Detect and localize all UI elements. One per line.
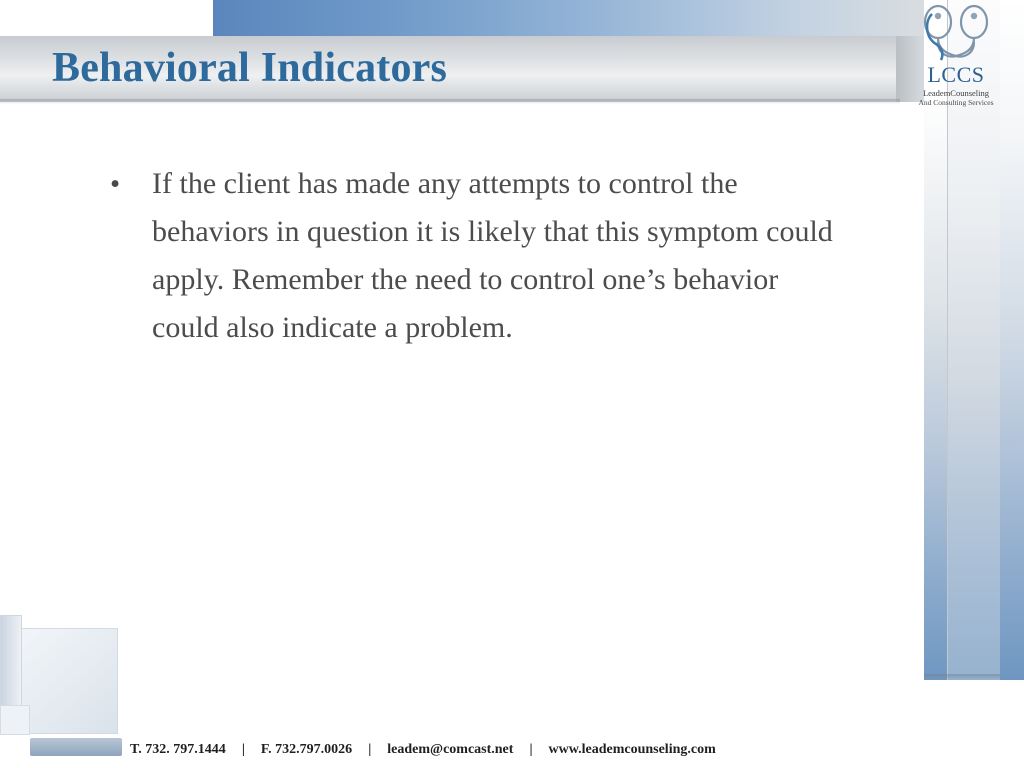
logo-line-1: LeademCounseling bbox=[922, 88, 990, 98]
footer-separator-3: | bbox=[529, 742, 533, 757]
right-bar-foot-shadow bbox=[924, 674, 1000, 680]
footer-separator-2: | bbox=[368, 742, 372, 757]
footer-phone: T. 732. 797.1444 bbox=[130, 742, 226, 757]
bullet-icon: • bbox=[110, 168, 121, 200]
decor-shape-square bbox=[0, 705, 30, 735]
footer-email[interactable]: leadem@comcast.net bbox=[387, 742, 514, 757]
footer-contact-bar bbox=[130, 742, 940, 758]
decor-shape-column bbox=[0, 615, 22, 715]
footer-fax: F. 732.797.0026 bbox=[260, 742, 353, 757]
bullet-text: If the client has made any attempts to control the behaviors in question it is likely that this symptom could apply. Remember the need to control one’s behavior could also indicate a problem. bbox=[152, 167, 833, 344]
lccs-logo bbox=[904, 4, 1008, 138]
footer-website[interactable]: www.leademcounseling.com bbox=[548, 742, 716, 757]
logo-acronym: LCCS bbox=[927, 62, 985, 87]
title-band-shadow bbox=[0, 99, 900, 104]
decor-shape-base bbox=[30, 738, 122, 756]
footer-separator-1: | bbox=[241, 742, 245, 757]
infinity-ribbon-icon bbox=[908, 4, 1004, 66]
slide-body bbox=[110, 160, 890, 352]
list-item bbox=[110, 160, 890, 352]
logo-line-2: And Consulting Services bbox=[918, 97, 994, 107]
page-title: Behavioral Indicators bbox=[52, 45, 448, 91]
